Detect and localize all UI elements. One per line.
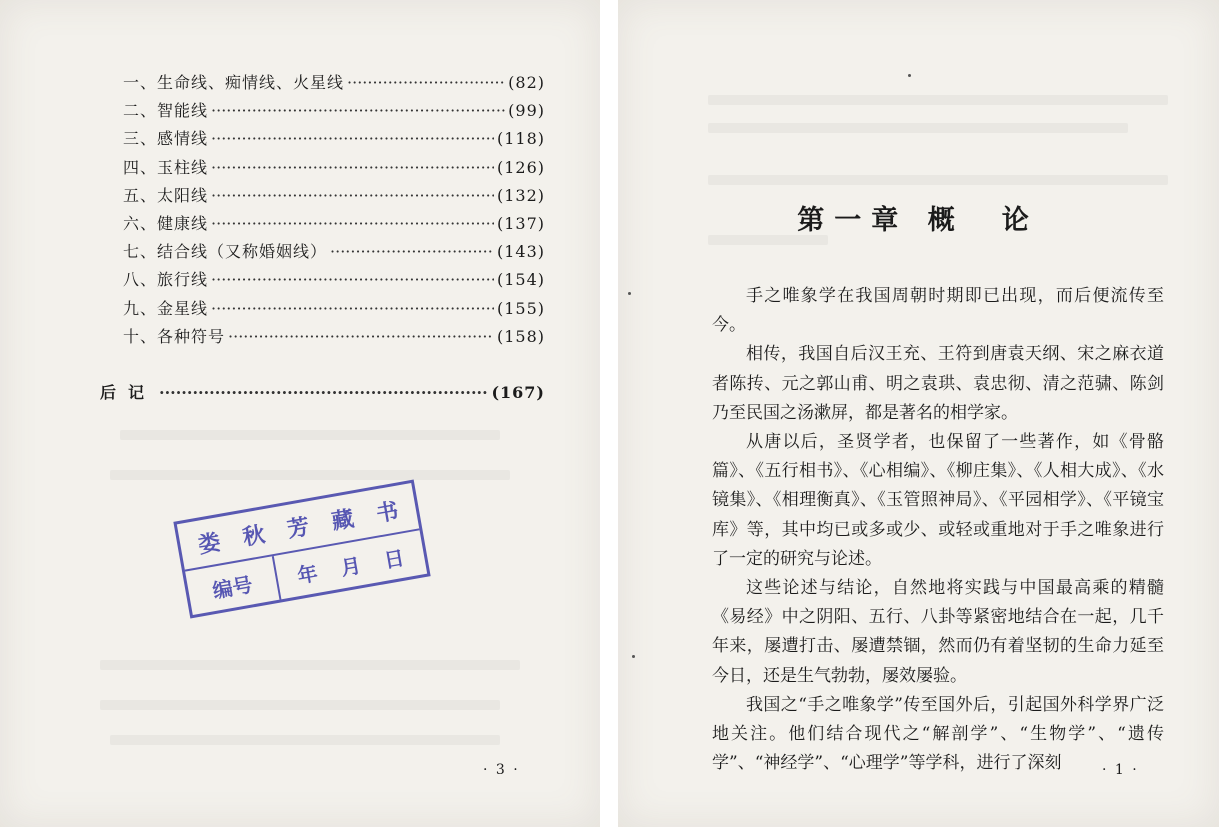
left-page	[0, 0, 600, 827]
toc-leader-dots	[347, 73, 505, 92]
toc-entry-page: (99)	[508, 101, 545, 121]
paragraph: 这些论述与结论，自然地将实践与中国最高乘的精髓《易经》中之阴阳、五行、八卦等紧密地结合在一起，几千年来，屡遭打击、屡遭禁锢，然而仍有着坚韧的生命力延至今日，还是生气勃勃，屡效屡验。	[712, 578, 1164, 686]
toc-postscript-title: 后记	[100, 382, 157, 402]
toc-leader-dots	[159, 383, 488, 402]
toc-entry: 四 、 玉柱线 ····· (126)	[100, 155, 545, 183]
toc-entry-title: 健康线	[157, 213, 209, 233]
toc-entry-number: 三	[122, 129, 140, 149]
stamp-number-label: 编号	[185, 556, 281, 615]
toc-entry-number: 五	[122, 185, 140, 205]
toc-entry-number: 一	[122, 73, 140, 92]
toc-entry-page: (154)	[496, 270, 545, 290]
toc-entry-number: 九	[122, 298, 140, 318]
page-number-right: · 1 ·	[1102, 762, 1139, 778]
toc-entry-title: 太阳线	[157, 185, 209, 205]
toc-entry: 二 、 智能线 ····· (99)	[100, 98, 545, 126]
toc-entry-number: 八	[122, 270, 140, 290]
stamp-owner-name: 娄 秋 芳 藏 书	[177, 483, 420, 572]
chapter-title: 第一章 概 论	[797, 205, 1039, 236]
toc-entry-number: 七	[122, 242, 140, 262]
toc-entry-title: 玉柱线	[157, 157, 209, 177]
toc-entry: 九 、 金星线 ····· (155)	[100, 296, 545, 324]
paragraph: 我国之“手之唯象学”传至国外后，引起国外科学界广泛地关注。他们结合现代之“解剖学”、“生物学”、“遗传学”、“神经学”、“心理学”等学科，进行了深刻	[712, 694, 1164, 774]
toc-entry-title: 生命线、痴情线、火星线	[157, 73, 345, 92]
toc-leader-dots	[211, 186, 494, 205]
toc-entry-page: (132)	[496, 185, 545, 205]
toc-entry-title: 智能线	[157, 101, 209, 121]
toc-entry-number: 四	[122, 157, 140, 177]
toc-leader-dots	[228, 327, 494, 346]
chapter-body	[712, 282, 1164, 778]
toc-leader-dots	[211, 129, 494, 148]
paragraph: 手之唯象学在我国周朝时期即已出现，而后便流传至今。	[712, 286, 1164, 336]
toc-entry-title: 结合线（又称婚姻线）	[157, 242, 328, 262]
toc-entry: 一 、 生命线、痴情线、火星线 ····· (82)	[100, 70, 545, 98]
toc-entry: 七 、 结合线（又称婚姻线） ····· (143)	[100, 239, 545, 267]
toc-entry: 五 、 太阳线 ····· (132)	[100, 183, 545, 211]
paragraph: 从唐以后，圣贤学者，也保留了一些著作，如《骨骼篇》、《五行相书》、《心相编》、《柳庄集》、《人相大成》、《水镜集》、《相理衡真》、《玉管照神局》、《平园相学》、《平镜宝库》等，其中均已或多或少、或轻或重地对于手之唯象进行了一定的研究与论述。	[712, 432, 1164, 569]
toc-entry-number: 十	[122, 326, 140, 346]
page-number-left: · 3 ·	[483, 762, 520, 778]
toc-entry-page: (155)	[496, 298, 545, 318]
toc-entry-page: (118)	[496, 129, 545, 149]
toc-entry-title: 各种符号	[157, 326, 226, 346]
toc-entry-page: (137)	[496, 213, 545, 233]
toc-entry-page: (143)	[496, 242, 545, 262]
toc-entry-number: 二	[122, 101, 140, 121]
toc-leader-dots	[211, 214, 494, 233]
toc-entry: 三 、 感情线 ····· (118)	[100, 126, 545, 154]
toc-entry-page: (82)	[508, 73, 545, 92]
toc-entry-number: 六	[122, 213, 140, 233]
toc-leader-dots	[330, 242, 494, 261]
toc-leader-dots	[211, 101, 505, 120]
ownership-stamp	[173, 480, 430, 619]
stamp-date-fields: 年 月 日	[295, 545, 407, 588]
table-of-contents	[100, 70, 545, 408]
toc-entry-title: 金星线	[157, 298, 209, 318]
paragraph: 相传，我国自后汉王充、王符到唐袁天纲、宋之麻衣道者陈抟、元之郭山甫、明之袁珙、袁忠彻、清之范骕、陈剑乃至民国之汤漱屏，都是著名的相学家。	[712, 344, 1164, 423]
toc-entry-title: 旅行线	[157, 270, 209, 290]
toc-postscript-page: (167)	[491, 382, 545, 402]
toc-entry-page: (158)	[496, 326, 545, 346]
toc-entry-postscript	[100, 380, 545, 408]
toc-entry-title: 感情线	[157, 129, 209, 149]
toc-leader-dots	[211, 270, 494, 289]
toc-entry: 八 、 旅行线 ····· (154)	[100, 267, 545, 295]
toc-entry: 六 、 健康线 ····· (137)	[100, 211, 545, 239]
toc-leader-dots	[211, 299, 494, 318]
toc-entry-page: (126)	[496, 157, 545, 177]
toc-entry: 十 、 各种符号 ····· (158)	[100, 324, 545, 352]
right-page	[618, 0, 1219, 827]
toc-leader-dots	[211, 158, 494, 177]
